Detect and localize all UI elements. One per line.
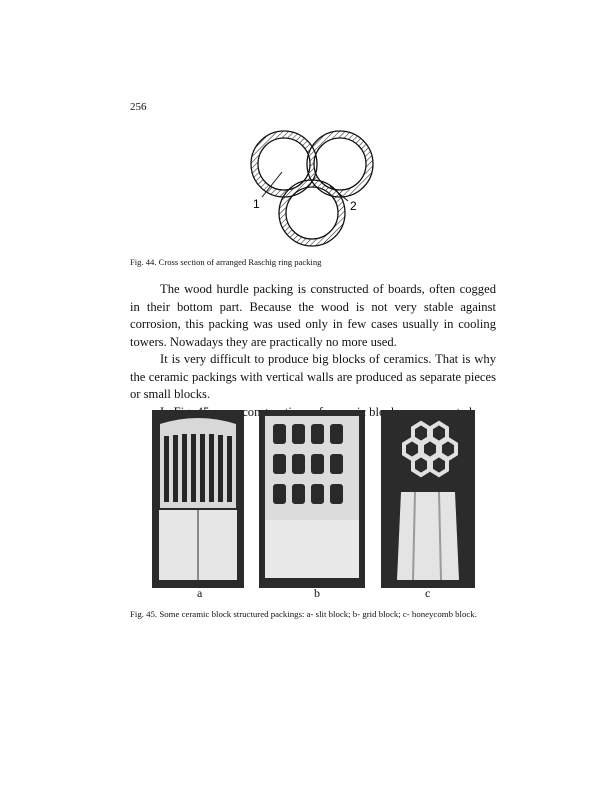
photo-slit-block: [152, 410, 244, 588]
ring-label-2: 2: [350, 199, 357, 213]
label-c: c: [425, 586, 431, 600]
photo-honeycomb-block: [381, 410, 475, 588]
figure-45-caption: Fig. 45. Some ceramic block structured packings: a- slit block; b- grid block; c- honeycomb block.: [130, 609, 477, 619]
paragraph-wood-hurdle: The wood hurdle packing is constructed of boards, often cogged in their bottom part. Because the wood is not very stable against corrosion, this packing was used only in few cases usually in cooling towers. Nowadays they are practically no more used.: [130, 282, 496, 349]
label-a: a: [197, 586, 203, 600]
paragraph-ceramic-blocks: It is very difficult to produce big blocks of ceramics. That is why the ceramic packings with vertical walls are produced as separate pieces or small blocks.: [130, 352, 496, 401]
figure-45-ceramic-blocks: [152, 410, 479, 592]
figure-44-caption: Fig. 44. Cross section of arranged Raschig ring packing: [130, 257, 322, 267]
body-text: [130, 281, 496, 421]
page-number: 256: [130, 101, 147, 113]
photo-grid-block: [259, 410, 365, 588]
figure-44-raschig-rings: [226, 120, 398, 250]
ring-label-1: 1: [253, 197, 260, 211]
label-b: b: [314, 586, 320, 600]
